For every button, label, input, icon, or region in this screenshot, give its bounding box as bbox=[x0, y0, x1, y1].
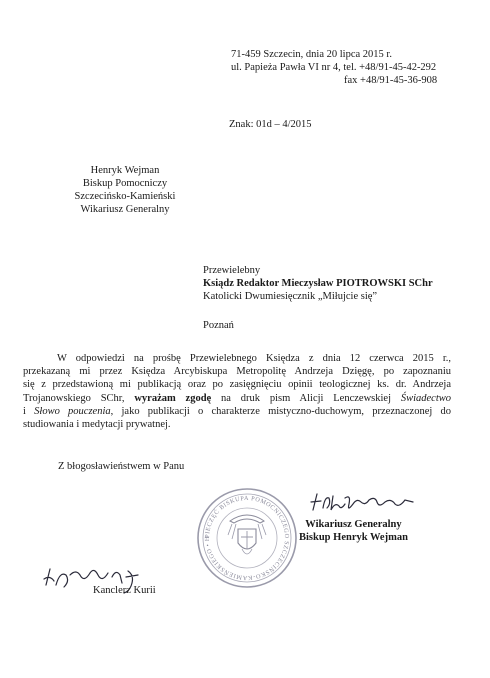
body-line-5 bbox=[23, 405, 451, 418]
signatory-name: Biskup Henryk Wejman bbox=[299, 532, 408, 543]
bishop-signature-caption bbox=[299, 518, 408, 544]
address-line: ul. Papieża Pawła VI nr 4, tel. +48/91-45-42-292 bbox=[231, 62, 437, 73]
addressee-publication: Katolicki Dwumiesięcznik „Miłujcie się” bbox=[203, 291, 378, 302]
sender-title-3: Wikariusz Generalny bbox=[80, 204, 170, 215]
sender-title-1: Biskup Pomocniczy bbox=[82, 178, 168, 189]
body-line-2: przekazaną mi przez Księdza Arcybiskupa Metropolitę Andrzeja Dzięgę, po zapoznaniu bbox=[23, 366, 451, 378]
seal-ring-text: PIECZĘĆ BISKUPA POMOCNICZEGO SZCZECIŃSKO-KAMIEŃSKIEGO • H bbox=[203, 494, 291, 582]
sender-block bbox=[20, 164, 230, 216]
sender-title-2: Szczecińsko-Kamieński bbox=[74, 191, 176, 202]
body-text: Trojanowskiego SChr, bbox=[23, 392, 135, 404]
body-line-4 bbox=[23, 392, 451, 405]
addressee-salutation: Przewielebny bbox=[203, 265, 261, 276]
body-text: , jako publikacji o charakterze mistyczno-duchowym, przeznaczonej do bbox=[110, 405, 452, 417]
date-line: 71-459 Szczecin, dnia 20 lipca 2015 r. bbox=[231, 49, 392, 60]
book-title-slowo-pouczenia: Słowo pouczenia bbox=[34, 405, 111, 417]
signatory-title: Wikariusz Generalny bbox=[305, 519, 402, 530]
body-line-1: W odpowiedzi na prośbę Przewielebnego Księdza z dnia 12 czerwca 2015 r., bbox=[57, 353, 451, 364]
consent-phrase: wyrażam zgodę bbox=[134, 392, 212, 404]
body-line-3: się z przedstawioną mi publikacją oraz po zasięgnięciu opinii teologicznej ks. dr. Andrzeja bbox=[23, 379, 451, 391]
letterhead-address bbox=[231, 48, 471, 87]
svg-text:PIECZĘĆ BISKUPA POMOCNICZEGO S bbox=[196, 487, 290, 581]
fax-line: fax +48/91-45-36-908 bbox=[344, 75, 438, 86]
book-title-swiadectwo: Świadectwo bbox=[400, 392, 451, 404]
bishop-signature bbox=[305, 490, 425, 514]
addressee-city: Poznań bbox=[203, 320, 234, 331]
sender-name: Henryk Wejman bbox=[90, 165, 160, 176]
addressee-name: Ksiądz Redaktor Mieczysław PIOTROWSKI SChr bbox=[203, 278, 433, 289]
body-text: na druk pism Alicji Lenczewskiej bbox=[211, 392, 401, 404]
official-seal bbox=[196, 487, 298, 589]
chancellor-caption: Kanclerz Kurii bbox=[93, 585, 156, 596]
addressee-block bbox=[203, 264, 433, 303]
signature-icon bbox=[305, 490, 425, 514]
body-text: i bbox=[23, 405, 35, 417]
letter-body bbox=[23, 352, 451, 431]
body-line-6: studiowania i medytacji prywatnej. bbox=[23, 419, 171, 431]
closing-phrase: Z błogosławieństwem w Panu bbox=[58, 461, 185, 472]
reference-number: Znak: 01d – 4/2015 bbox=[229, 119, 312, 130]
seal-icon bbox=[196, 487, 298, 589]
